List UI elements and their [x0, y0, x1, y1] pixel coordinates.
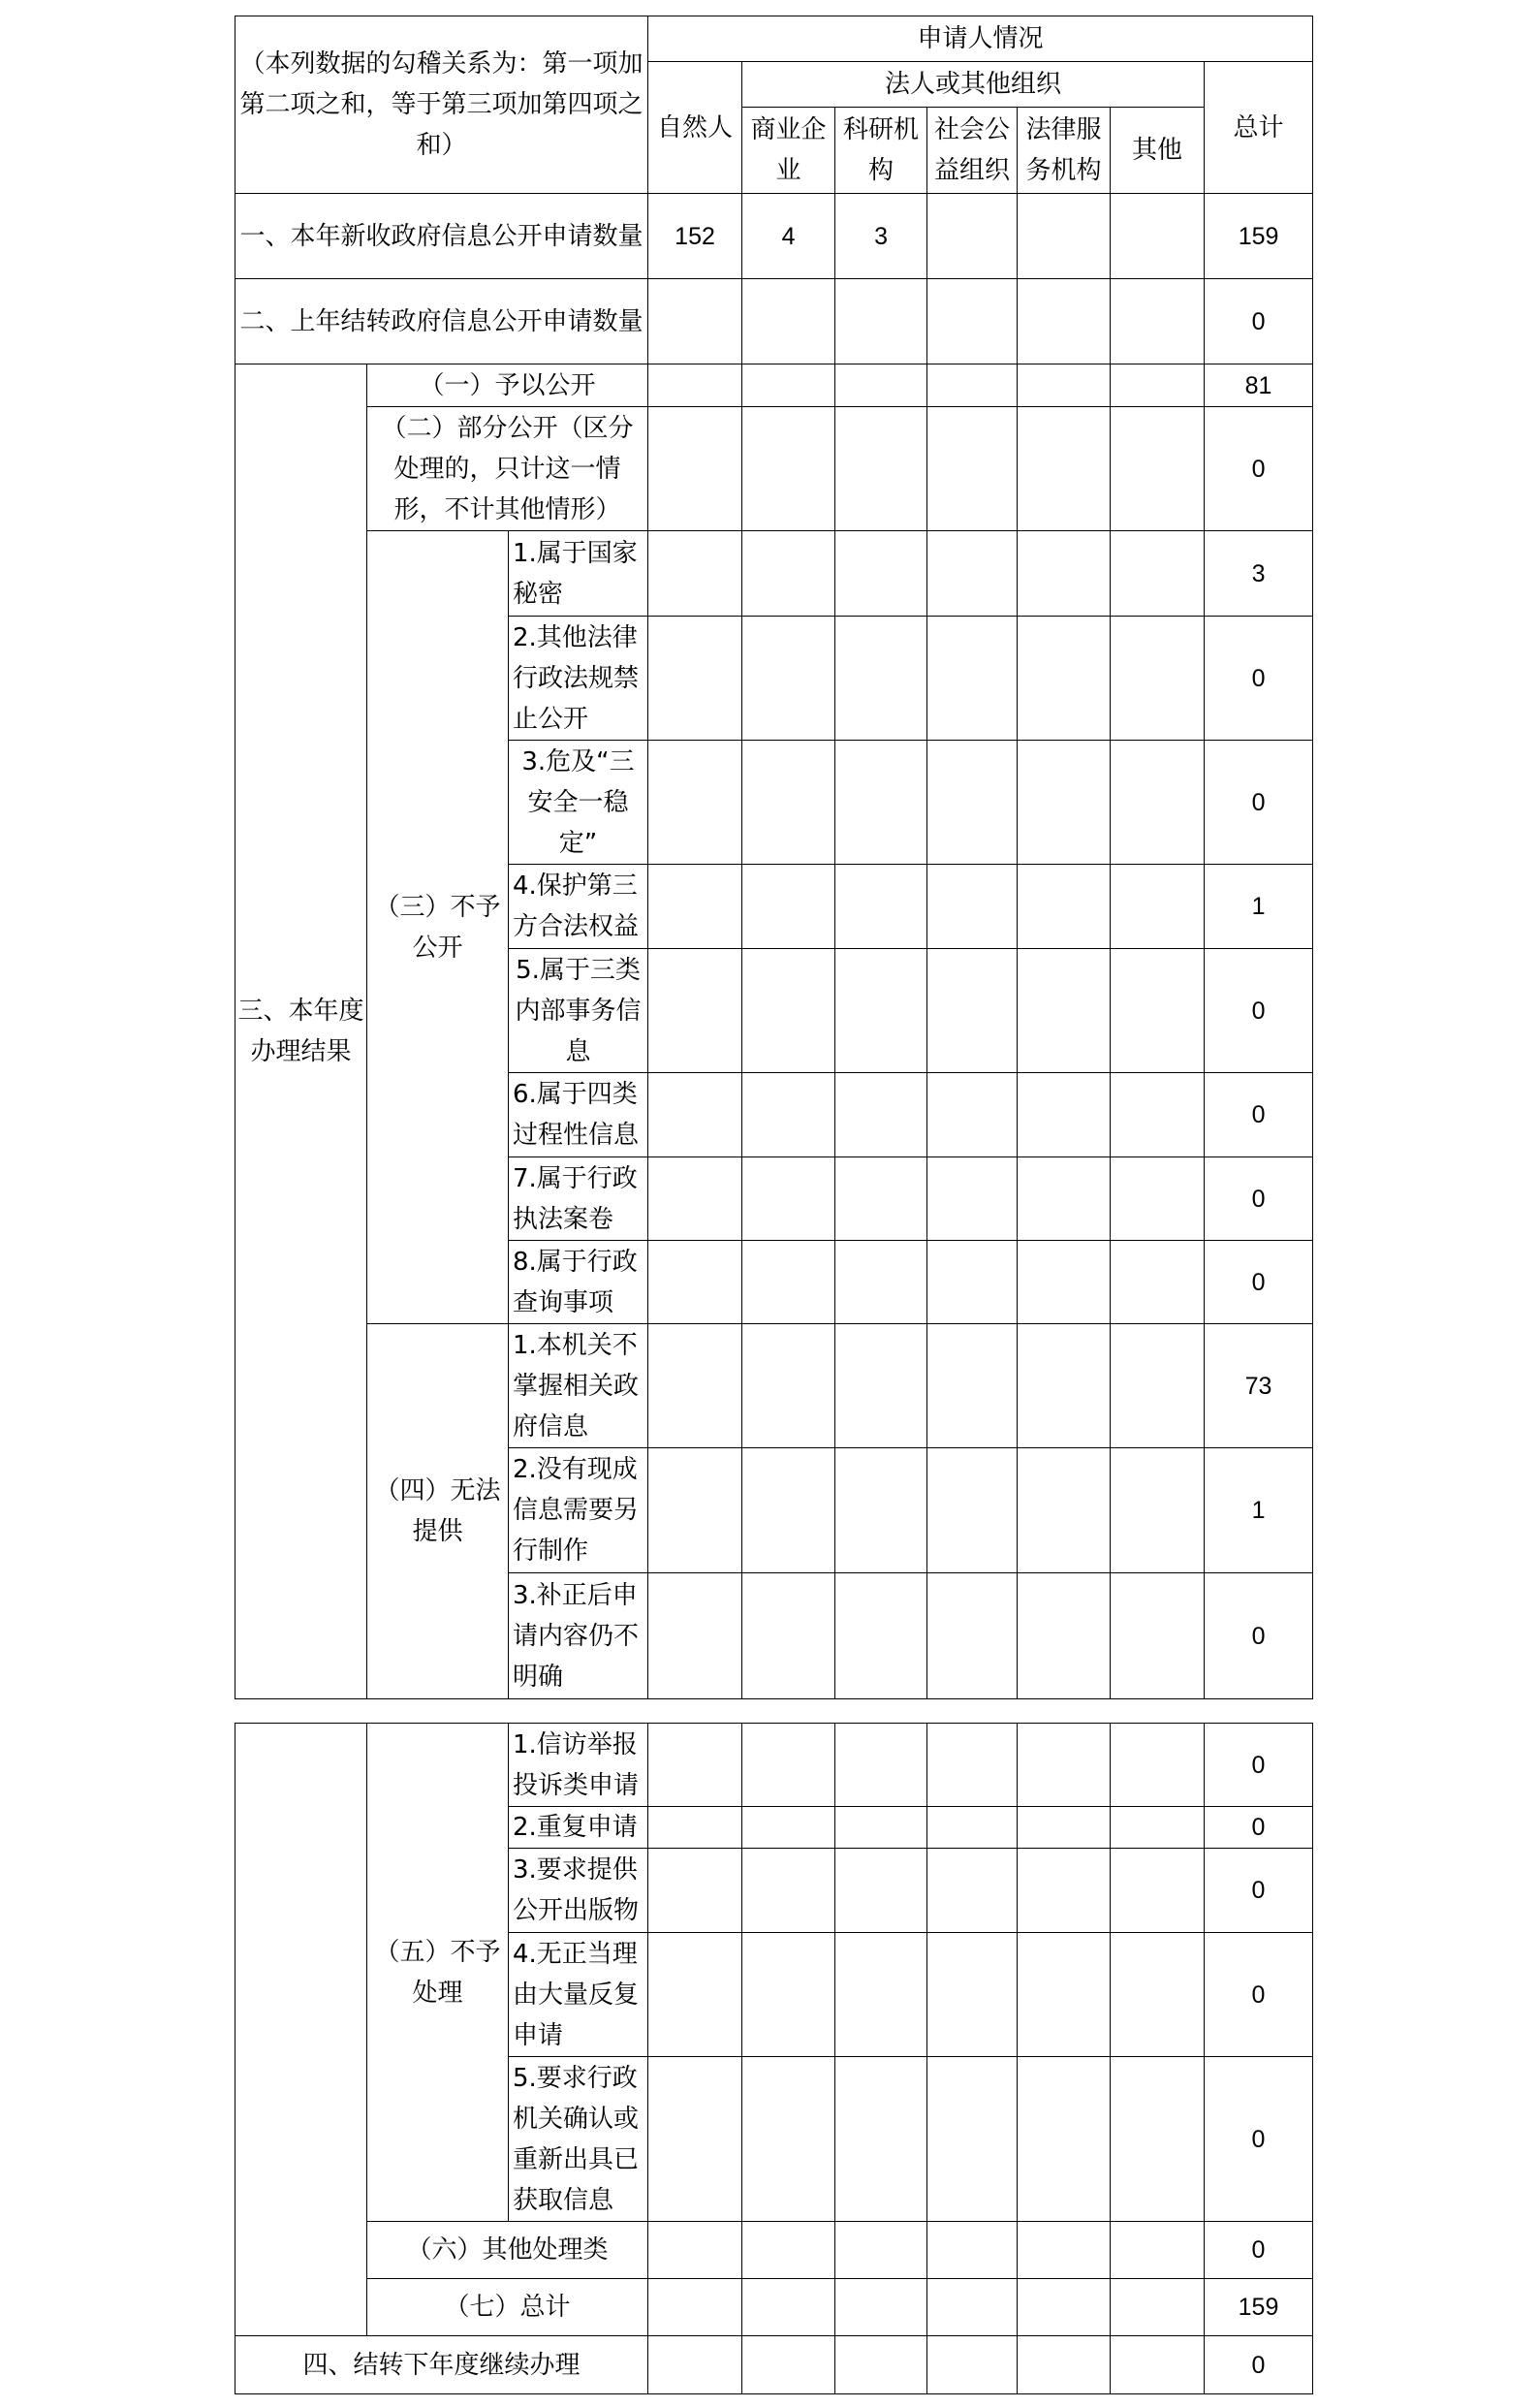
- cell-not-processed-1-total: 0: [1205, 1724, 1313, 1807]
- table-row: [235, 1724, 1313, 1807]
- group-label-cannot-provide: （四）无法提供: [367, 1324, 509, 1699]
- row-label-carry-forward: 四、结转下年度继续办理: [235, 2336, 648, 2394]
- table-row: [235, 1324, 1313, 1448]
- cell-not-public-1-total: 3: [1205, 531, 1313, 617]
- cell-new-other: [1111, 194, 1205, 279]
- table-row: [235, 279, 1313, 364]
- cell-not-processed-3-total: 0: [1205, 1849, 1313, 1933]
- row-label-not-processed-5: 5.要求行政机关确认或重新出具已获取信息: [509, 2057, 648, 2222]
- cell-cannot-provide-3-total: 0: [1205, 1573, 1313, 1699]
- row-label-public: （一）予以公开: [367, 364, 648, 407]
- disclosure-table-part-2: [235, 1723, 1313, 2394]
- disclosure-table-part-1: [235, 16, 1313, 1699]
- row-label-cannot-provide-2: 2.没有现成信息需要另行制作: [509, 1448, 648, 1573]
- legal-persons-header: 法人或其他组织: [742, 62, 1205, 108]
- row-label-not-public-1: 1.属于国家秘密: [509, 531, 648, 617]
- results-section-continued: [235, 1724, 367, 2336]
- natural-person-header: 自然人: [648, 62, 742, 194]
- table-row: [235, 407, 1313, 531]
- cell-new-business: 4: [742, 194, 835, 279]
- cell-new-social: [927, 194, 1018, 279]
- cell-cannot-provide-2-total: 1: [1205, 1448, 1313, 1573]
- cell-partial-total: 0: [1205, 407, 1313, 531]
- cell-new-total: 159: [1205, 194, 1313, 279]
- cell-not-public-5-total: 0: [1205, 949, 1313, 1073]
- cell-public-total: 81: [1205, 364, 1313, 407]
- row-label-other-processing: （六）其他处理类: [367, 2222, 648, 2279]
- row-label-not-public-8: 8.属于行政查询事项: [509, 1241, 648, 1324]
- row-label-not-public-4: 4.保护第三方合法权益: [509, 865, 648, 949]
- table-row: [235, 2336, 1313, 2394]
- cell-not-processed-4-total: 0: [1205, 1933, 1313, 2057]
- row-label-not-processed-1: 1.信访举报投诉类申请: [509, 1724, 648, 1807]
- relation-note-cell: （本列数据的勾稽关系为：第一项加第二项之和，等于第三项加第四项之和）: [235, 16, 648, 194]
- cell-not-public-4-total: 1: [1205, 865, 1313, 949]
- row-label-not-public-3: 3.危及“三安全一稳定”: [509, 741, 648, 865]
- row-label-not-public-6: 6.属于四类过程性信息: [509, 1073, 648, 1157]
- cell-new-research: 3: [835, 194, 927, 279]
- group-label-not-processed: （五）不予处理: [367, 1724, 509, 2222]
- row-label-not-processed-3: 3.要求提供公开出版物: [509, 1849, 648, 1933]
- cell-subtotal-total: 159: [1205, 2279, 1313, 2336]
- cell-other-processing-total: 0: [1205, 2222, 1313, 2279]
- table-row: [235, 364, 1313, 407]
- cell-cannot-provide-1-total: 73: [1205, 1324, 1313, 1448]
- group-label-not-public: （三）不予公开: [367, 531, 509, 1324]
- business-header: 商业企业: [742, 108, 835, 194]
- row-label-carried-over: 二、上年结转政府信息公开申请数量: [235, 279, 648, 364]
- total-header: 总计: [1205, 62, 1313, 194]
- table-row: [235, 2279, 1313, 2336]
- other-header: 其他: [1111, 108, 1205, 194]
- row-label-not-public-7: 7.属于行政执法案卷: [509, 1157, 648, 1241]
- row-label-not-public-2: 2.其他法律行政法规禁止公开: [509, 617, 648, 741]
- row-label-cannot-provide-3: 3.补正后申请内容仍不明确: [509, 1573, 648, 1699]
- cell-new-legal: [1018, 194, 1111, 279]
- cell-carried-total: 0: [1205, 279, 1313, 364]
- row-label-not-processed-4: 4.无正当理由大量反复申请: [509, 1933, 648, 2057]
- row-label-partial-public: （二）部分公开（区分处理的，只计这一情形，不计其他情形）: [367, 407, 648, 531]
- research-header: 科研机构: [835, 108, 927, 194]
- cell-new-natural: 152: [648, 194, 742, 279]
- cell-not-public-2-total: 0: [1205, 617, 1313, 741]
- social-welfare-header: 社会公益组织: [927, 108, 1018, 194]
- row-label-not-processed-2: 2.重复申请: [509, 1807, 648, 1849]
- row-label-cannot-provide-1: 1.本机关不掌握相关政府信息: [509, 1324, 648, 1448]
- cell-not-processed-5-total: 0: [1205, 2057, 1313, 2222]
- cell-not-public-3-total: 0: [1205, 741, 1313, 865]
- row-label-not-public-5: 5.属于三类内部事务信息: [509, 949, 648, 1073]
- legal-service-header: 法律服务机构: [1018, 108, 1111, 194]
- cell-not-public-7-total: 0: [1205, 1157, 1313, 1241]
- row-label-subtotal: （七）总计: [367, 2279, 648, 2336]
- cell-not-public-6-total: 0: [1205, 1073, 1313, 1157]
- cell-carry-forward-total: 0: [1205, 2336, 1313, 2394]
- cell-not-public-8-total: 0: [1205, 1241, 1313, 1324]
- table-row: [235, 2222, 1313, 2279]
- table-row: [235, 531, 1313, 617]
- cell-not-processed-2-total: 0: [1205, 1807, 1313, 1849]
- row-label-new-requests: 一、本年新收政府信息公开申请数量: [235, 194, 648, 279]
- results-section-label: 三、本年度办理结果: [235, 364, 367, 1699]
- table-row: [235, 194, 1313, 279]
- applicant-info-header: 申请人情况: [648, 16, 1313, 62]
